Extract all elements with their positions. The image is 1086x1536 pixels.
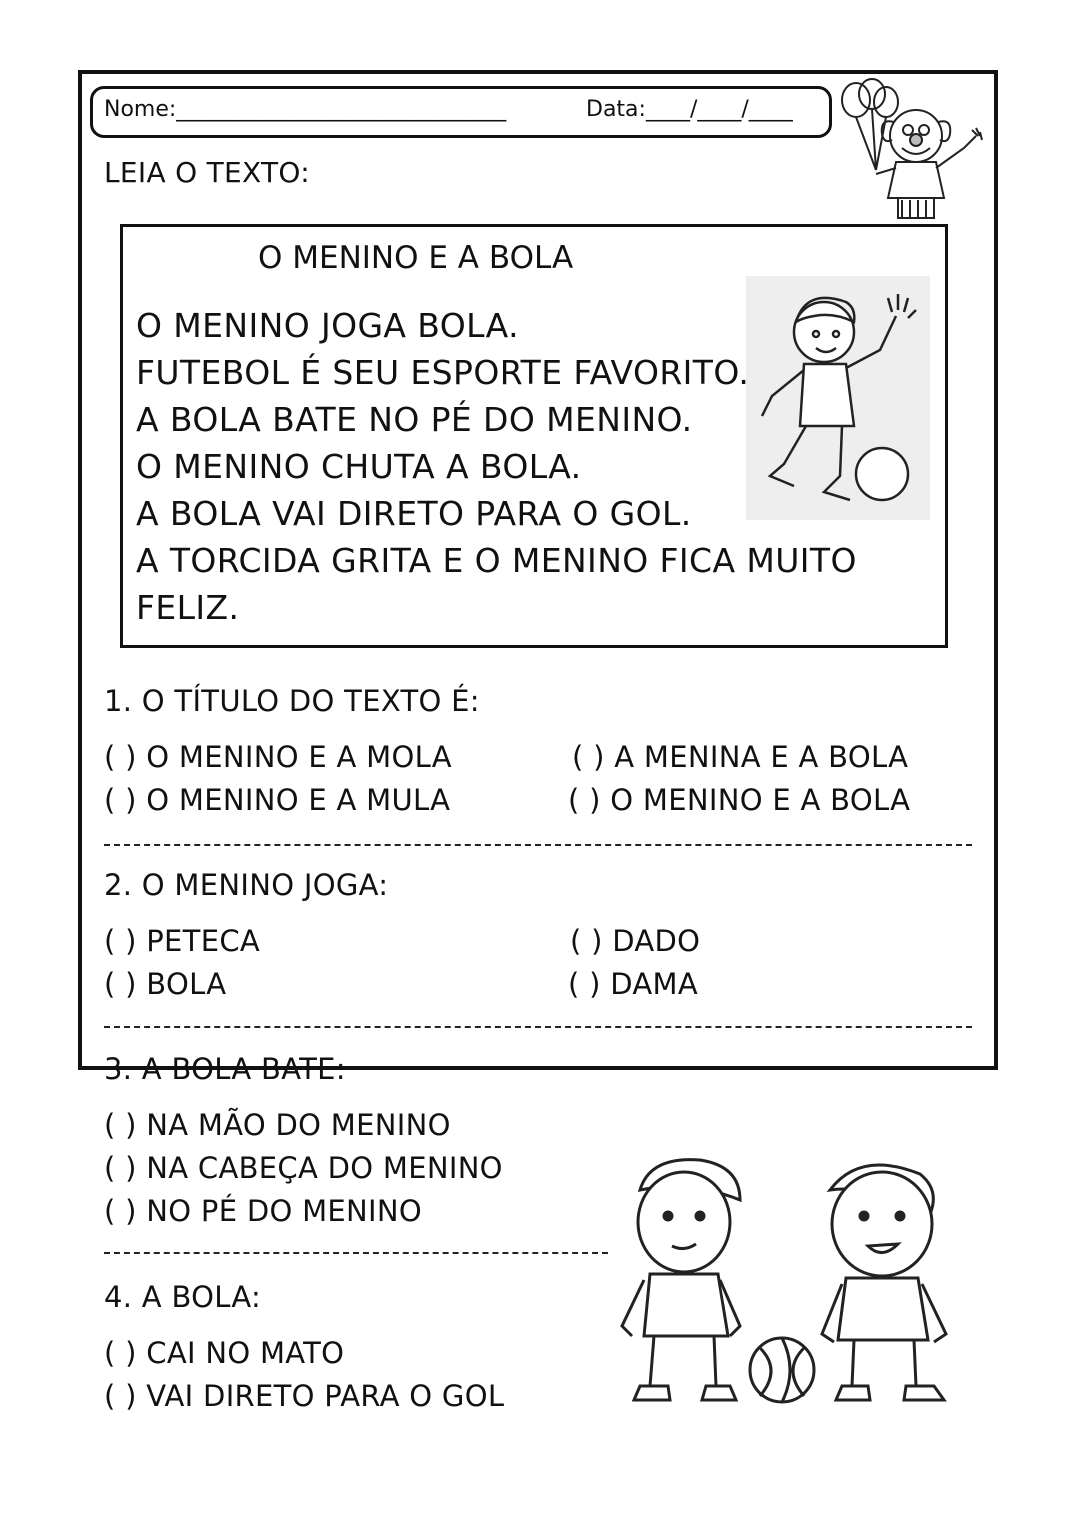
story-line: FUTEBOL É SEU ESPORTE FAVORITO. bbox=[136, 353, 750, 392]
name-blank: ______________________________ bbox=[176, 97, 507, 122]
question-3-prompt: 3. A BOLA BATE: bbox=[104, 1052, 346, 1086]
name-field[interactable] bbox=[104, 97, 506, 122]
story-line: O MENINO CHUTA A BOLA. bbox=[136, 447, 582, 486]
story-line: A BOLA VAI DIRETO PARA O GOL. bbox=[136, 494, 692, 533]
answer-option[interactable]: ( ) CAI NO MATO bbox=[104, 1336, 345, 1370]
answer-option[interactable]: ( ) DADO bbox=[570, 924, 701, 958]
answer-option[interactable]: ( ) NA CABEÇA DO MENINO bbox=[104, 1151, 503, 1185]
answer-option[interactable]: ( ) DAMA bbox=[568, 967, 698, 1001]
instruction-text: LEIA O TEXTO: bbox=[104, 156, 311, 189]
story-title: O MENINO E A BOLA bbox=[258, 240, 574, 276]
date-blank: ____/____/____ bbox=[645, 97, 793, 122]
answer-option[interactable]: ( ) O MENINO E A BOLA bbox=[568, 783, 911, 817]
answer-option[interactable]: ( ) A MENINA E A BOLA bbox=[572, 740, 909, 774]
answer-option[interactable]: ( ) O MENINO E A MOLA bbox=[104, 740, 452, 774]
answer-option[interactable]: ( ) BOLA bbox=[104, 967, 227, 1001]
divider bbox=[104, 1026, 972, 1028]
answer-option[interactable]: ( ) NA MÃO DO MENINO bbox=[104, 1108, 451, 1142]
name-label: Nome: bbox=[104, 97, 177, 122]
divider bbox=[104, 1252, 608, 1254]
question-1-prompt: 1. O TÍTULO DO TEXTO É: bbox=[104, 684, 480, 718]
question-4-prompt: 4. A BOLA: bbox=[104, 1280, 262, 1314]
story-line: FELIZ. bbox=[136, 588, 240, 627]
answer-option[interactable]: ( ) PETECA bbox=[104, 924, 261, 958]
boy-kicking-ball-icon bbox=[746, 276, 930, 520]
story-line: A TORCIDA GRITA E O MENINO FICA MUITO bbox=[136, 541, 857, 580]
two-boys-with-ball-icon bbox=[610, 1150, 976, 1412]
answer-option[interactable]: ( ) O MENINO E A MULA bbox=[104, 783, 451, 817]
answer-option[interactable]: ( ) VAI DIRETO PARA O GOL bbox=[104, 1379, 505, 1413]
clown-with-balloons-icon bbox=[836, 78, 990, 224]
story-line: O MENINO JOGA BOLA. bbox=[136, 306, 519, 345]
date-label: Data: bbox=[586, 97, 646, 122]
date-field[interactable] bbox=[586, 97, 793, 122]
answer-option[interactable]: ( ) NO PÉ DO MENINO bbox=[104, 1194, 423, 1228]
story-line: A BOLA BATE NO PÉ DO MENINO. bbox=[136, 400, 693, 439]
question-2-prompt: 2. O MENINO JOGA: bbox=[104, 868, 389, 902]
divider bbox=[104, 844, 972, 846]
